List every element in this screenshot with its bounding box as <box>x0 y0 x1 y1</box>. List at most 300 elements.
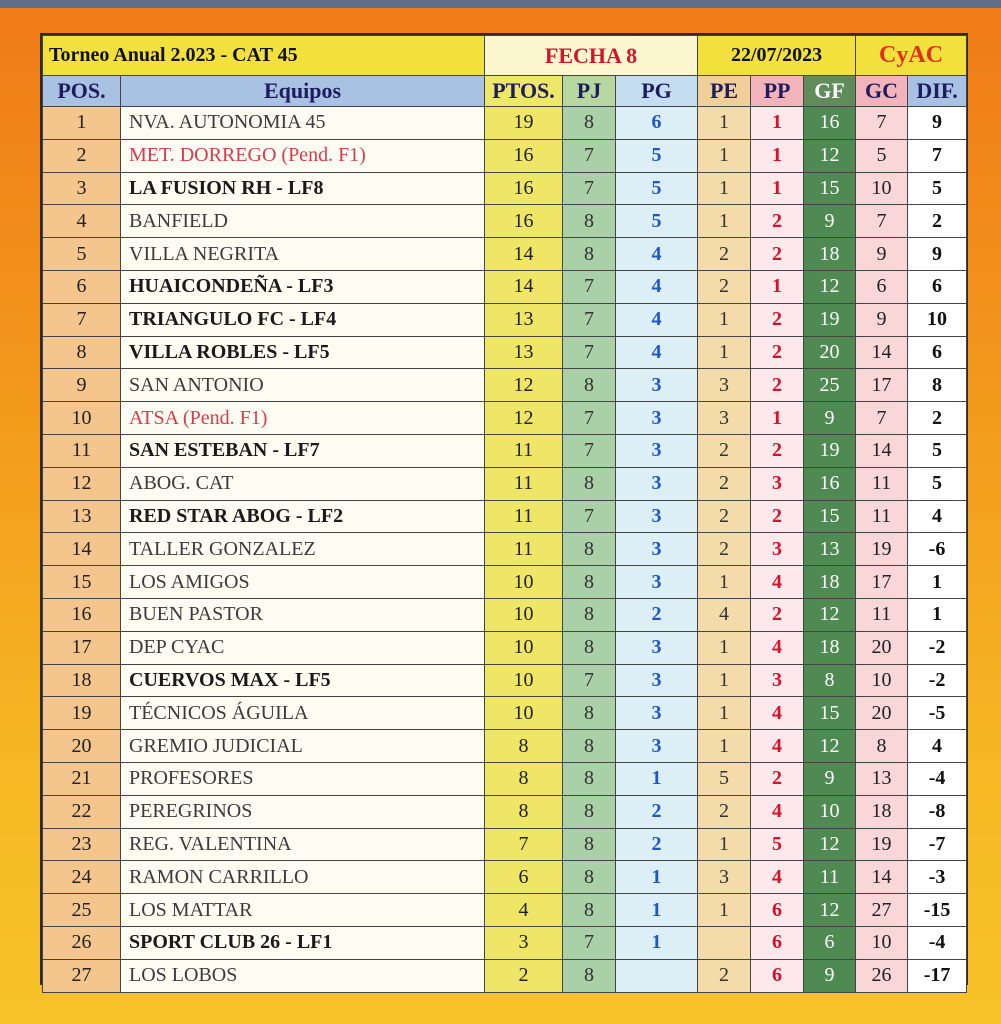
played-cell: 8 <box>563 107 616 140</box>
round-label: FECHA 8 <box>485 36 698 76</box>
won-cell: 3 <box>616 664 698 697</box>
table-row <box>43 107 967 140</box>
played-cell: 7 <box>563 139 616 172</box>
won-cell: 2 <box>616 828 698 861</box>
played-cell: 8 <box>563 762 616 795</box>
won-cell: 3 <box>616 402 698 435</box>
table-row <box>43 664 967 697</box>
col-header-pe: PE <box>698 76 751 107</box>
position-cell: 4 <box>43 205 121 238</box>
team-name-cell: PEREGRINOS <box>121 795 485 828</box>
table-row <box>43 730 967 763</box>
goal-diff-cell: -4 <box>908 762 967 795</box>
points-cell: 16 <box>485 172 563 205</box>
goals-for-cell: 15 <box>804 697 856 730</box>
goal-diff-cell: 6 <box>908 336 967 369</box>
position-cell: 20 <box>43 730 121 763</box>
table-row <box>43 795 967 828</box>
goals-for-cell: 9 <box>804 959 856 992</box>
drawn-cell: 3 <box>698 861 751 894</box>
goals-against-cell: 9 <box>856 238 908 271</box>
goal-diff-cell: -17 <box>908 959 967 992</box>
goal-diff-cell: 9 <box>908 238 967 271</box>
team-name-cell: BANFIELD <box>121 205 485 238</box>
organizer-brand: CyAC <box>856 36 967 76</box>
goal-diff-cell: 5 <box>908 172 967 205</box>
goals-for-cell: 16 <box>804 107 856 140</box>
won-cell: 3 <box>616 631 698 664</box>
drawn-cell: 1 <box>698 205 751 238</box>
goals-for-cell: 19 <box>804 303 856 336</box>
points-cell: 12 <box>485 402 563 435</box>
team-name-cell: RAMON CARRILLO <box>121 861 485 894</box>
goals-against-cell: 13 <box>856 762 908 795</box>
window-top-bar <box>0 0 1001 8</box>
points-cell: 3 <box>485 926 563 959</box>
table-row <box>43 369 967 402</box>
drawn-cell: 2 <box>698 434 751 467</box>
goals-for-cell: 6 <box>804 926 856 959</box>
table-row <box>43 139 967 172</box>
played-cell: 8 <box>563 533 616 566</box>
goal-diff-cell: 4 <box>908 500 967 533</box>
position-cell: 16 <box>43 598 121 631</box>
table-row <box>43 566 967 599</box>
drawn-cell: 2 <box>698 467 751 500</box>
won-cell: 6 <box>616 107 698 140</box>
lost-cell: 2 <box>751 762 804 795</box>
table-row <box>43 270 967 303</box>
drawn-cell: 2 <box>698 238 751 271</box>
table-row <box>43 336 967 369</box>
lost-cell: 2 <box>751 369 804 402</box>
points-cell: 11 <box>485 500 563 533</box>
position-cell: 12 <box>43 467 121 500</box>
goals-for-cell: 20 <box>804 336 856 369</box>
played-cell: 8 <box>563 238 616 271</box>
goals-against-cell: 14 <box>856 861 908 894</box>
played-cell: 8 <box>563 697 616 730</box>
table-row <box>43 631 967 664</box>
lost-cell: 1 <box>751 172 804 205</box>
drawn-cell: 1 <box>698 631 751 664</box>
goals-for-cell: 19 <box>804 434 856 467</box>
played-cell: 7 <box>563 434 616 467</box>
lost-cell: 2 <box>751 303 804 336</box>
team-name-cell: ATSA (Pend. F1) <box>121 402 485 435</box>
won-cell: 1 <box>616 926 698 959</box>
points-cell: 6 <box>485 861 563 894</box>
table-row <box>43 697 967 730</box>
goals-for-cell: 12 <box>804 828 856 861</box>
team-name-cell: ABOG. CAT <box>121 467 485 500</box>
goal-diff-cell: -2 <box>908 631 967 664</box>
goal-diff-cell: -4 <box>908 926 967 959</box>
goals-against-cell: 7 <box>856 107 908 140</box>
goals-against-cell: 17 <box>856 566 908 599</box>
played-cell: 8 <box>563 598 616 631</box>
played-cell: 7 <box>563 270 616 303</box>
team-name-cell: DEP CYAC <box>121 631 485 664</box>
drawn-cell: 2 <box>698 270 751 303</box>
played-cell: 8 <box>563 795 616 828</box>
table-row <box>43 598 967 631</box>
points-cell: 13 <box>485 336 563 369</box>
team-name-cell: LA FUSION RH - LF8 <box>121 172 485 205</box>
team-name-cell: HUAICONDEÑA - LF3 <box>121 270 485 303</box>
table-row <box>43 434 967 467</box>
lost-cell: 4 <box>751 631 804 664</box>
points-cell: 13 <box>485 303 563 336</box>
position-cell: 24 <box>43 861 121 894</box>
points-cell: 14 <box>485 238 563 271</box>
drawn-cell: 3 <box>698 402 751 435</box>
position-cell: 7 <box>43 303 121 336</box>
played-cell: 8 <box>563 205 616 238</box>
team-name-cell: LOS MATTAR <box>121 894 485 927</box>
goal-diff-cell: -7 <box>908 828 967 861</box>
drawn-cell: 2 <box>698 500 751 533</box>
points-cell: 8 <box>485 730 563 763</box>
lost-cell: 2 <box>751 238 804 271</box>
standings-sheet <box>40 33 968 985</box>
team-name-cell: TÉCNICOS ÁGUILA <box>121 697 485 730</box>
points-cell: 10 <box>485 598 563 631</box>
position-cell: 15 <box>43 566 121 599</box>
goals-against-cell: 5 <box>856 139 908 172</box>
won-cell: 3 <box>616 730 698 763</box>
goals-for-cell: 16 <box>804 467 856 500</box>
position-cell: 1 <box>43 107 121 140</box>
position-cell: 2 <box>43 139 121 172</box>
goal-diff-cell: 1 <box>908 598 967 631</box>
won-cell: 3 <box>616 434 698 467</box>
won-cell: 1 <box>616 894 698 927</box>
col-header-pp: PP <box>751 76 804 107</box>
drawn-cell: 4 <box>698 598 751 631</box>
lost-cell: 4 <box>751 697 804 730</box>
drawn-cell: 1 <box>698 336 751 369</box>
goal-diff-cell: -3 <box>908 861 967 894</box>
won-cell: 3 <box>616 697 698 730</box>
goal-diff-cell: -6 <box>908 533 967 566</box>
goals-against-cell: 14 <box>856 434 908 467</box>
goals-for-cell: 8 <box>804 664 856 697</box>
won-cell: 5 <box>616 172 698 205</box>
team-name-cell: LOS AMIGOS <box>121 566 485 599</box>
table-row <box>43 303 967 336</box>
goals-for-cell: 9 <box>804 205 856 238</box>
position-cell: 23 <box>43 828 121 861</box>
goal-diff-cell: -2 <box>908 664 967 697</box>
goal-diff-cell: 9 <box>908 107 967 140</box>
goals-against-cell: 18 <box>856 795 908 828</box>
lost-cell: 6 <box>751 926 804 959</box>
played-cell: 7 <box>563 172 616 205</box>
played-cell: 7 <box>563 664 616 697</box>
round-date: 22/07/2023 <box>698 36 856 76</box>
played-cell: 8 <box>563 894 616 927</box>
won-cell: 2 <box>616 598 698 631</box>
position-cell: 22 <box>43 795 121 828</box>
position-cell: 8 <box>43 336 121 369</box>
goal-diff-cell: 5 <box>908 467 967 500</box>
points-cell: 11 <box>485 533 563 566</box>
col-header-pts: PTOS. <box>485 76 563 107</box>
goals-against-cell: 20 <box>856 697 908 730</box>
drawn-cell: 5 <box>698 762 751 795</box>
goals-against-cell: 26 <box>856 959 908 992</box>
drawn-cell <box>698 926 751 959</box>
goal-diff-cell: -8 <box>908 795 967 828</box>
played-cell: 7 <box>563 926 616 959</box>
points-cell: 14 <box>485 270 563 303</box>
lost-cell: 3 <box>751 664 804 697</box>
won-cell: 2 <box>616 795 698 828</box>
goal-diff-cell: 6 <box>908 270 967 303</box>
lost-cell: 5 <box>751 828 804 861</box>
goals-for-cell: 15 <box>804 172 856 205</box>
position-cell: 19 <box>43 697 121 730</box>
won-cell: 1 <box>616 762 698 795</box>
lost-cell: 4 <box>751 861 804 894</box>
won-cell: 3 <box>616 566 698 599</box>
lost-cell: 2 <box>751 500 804 533</box>
goals-for-cell: 13 <box>804 533 856 566</box>
goal-diff-cell: 2 <box>908 402 967 435</box>
points-cell: 4 <box>485 894 563 927</box>
lost-cell: 1 <box>751 270 804 303</box>
goals-for-cell: 15 <box>804 500 856 533</box>
goal-diff-cell: -5 <box>908 697 967 730</box>
position-cell: 27 <box>43 959 121 992</box>
goals-against-cell: 10 <box>856 664 908 697</box>
goals-for-cell: 9 <box>804 762 856 795</box>
goals-for-cell: 12 <box>804 730 856 763</box>
goal-diff-cell: 5 <box>908 434 967 467</box>
goals-for-cell: 12 <box>804 894 856 927</box>
drawn-cell: 1 <box>698 664 751 697</box>
drawn-cell: 1 <box>698 730 751 763</box>
won-cell: 5 <box>616 205 698 238</box>
table-row <box>43 533 967 566</box>
lost-cell: 4 <box>751 795 804 828</box>
points-cell: 10 <box>485 631 563 664</box>
team-name-cell: SPORT CLUB 26 - LF1 <box>121 926 485 959</box>
tournament-title: Torneo Anual 2.023 - CAT 45 <box>43 36 485 76</box>
goals-against-cell: 19 <box>856 828 908 861</box>
position-cell: 10 <box>43 402 121 435</box>
table-row <box>43 861 967 894</box>
position-cell: 14 <box>43 533 121 566</box>
won-cell: 3 <box>616 369 698 402</box>
played-cell: 8 <box>563 566 616 599</box>
col-header-gc: GC <box>856 76 908 107</box>
won-cell: 4 <box>616 270 698 303</box>
drawn-cell: 1 <box>698 894 751 927</box>
goals-against-cell: 17 <box>856 369 908 402</box>
goal-diff-cell: 10 <box>908 303 967 336</box>
table-row <box>43 828 967 861</box>
points-cell: 10 <box>485 566 563 599</box>
position-cell: 18 <box>43 664 121 697</box>
goals-against-cell: 20 <box>856 631 908 664</box>
position-cell: 25 <box>43 894 121 927</box>
standings-table <box>42 35 967 993</box>
drawn-cell: 1 <box>698 139 751 172</box>
goals-for-cell: 12 <box>804 270 856 303</box>
played-cell: 8 <box>563 828 616 861</box>
drawn-cell: 2 <box>698 795 751 828</box>
position-cell: 26 <box>43 926 121 959</box>
points-cell: 19 <box>485 107 563 140</box>
lost-cell: 4 <box>751 566 804 599</box>
position-cell: 9 <box>43 369 121 402</box>
position-cell: 17 <box>43 631 121 664</box>
position-cell: 3 <box>43 172 121 205</box>
team-name-cell: PROFESORES <box>121 762 485 795</box>
table-row <box>43 926 967 959</box>
played-cell: 8 <box>563 467 616 500</box>
points-cell: 11 <box>485 467 563 500</box>
table-row <box>43 500 967 533</box>
goal-diff-cell: 8 <box>908 369 967 402</box>
col-header-pos: POS. <box>43 76 121 107</box>
lost-cell: 2 <box>751 434 804 467</box>
lost-cell: 2 <box>751 598 804 631</box>
lost-cell: 4 <box>751 730 804 763</box>
drawn-cell: 1 <box>698 107 751 140</box>
drawn-cell: 2 <box>698 959 751 992</box>
team-name-cell: TRIANGULO FC - LF4 <box>121 303 485 336</box>
table-row <box>43 172 967 205</box>
points-cell: 12 <box>485 369 563 402</box>
goals-for-cell: 12 <box>804 139 856 172</box>
table-row <box>43 238 967 271</box>
played-cell: 8 <box>563 369 616 402</box>
goals-for-cell: 12 <box>804 598 856 631</box>
won-cell: 4 <box>616 303 698 336</box>
position-cell: 13 <box>43 500 121 533</box>
team-name-cell: BUEN PASTOR <box>121 598 485 631</box>
goals-for-cell: 18 <box>804 631 856 664</box>
won-cell: 1 <box>616 861 698 894</box>
goals-against-cell: 11 <box>856 500 908 533</box>
position-cell: 21 <box>43 762 121 795</box>
points-cell: 16 <box>485 139 563 172</box>
goal-diff-cell: 1 <box>908 566 967 599</box>
goals-for-cell: 18 <box>804 566 856 599</box>
title-row <box>43 36 967 76</box>
played-cell: 8 <box>563 861 616 894</box>
team-name-cell: REG. VALENTINA <box>121 828 485 861</box>
points-cell: 8 <box>485 795 563 828</box>
position-cell: 11 <box>43 434 121 467</box>
points-cell: 2 <box>485 959 563 992</box>
lost-cell: 3 <box>751 467 804 500</box>
played-cell: 7 <box>563 402 616 435</box>
goals-against-cell: 27 <box>856 894 908 927</box>
team-name-cell: VILLA ROBLES - LF5 <box>121 336 485 369</box>
goals-for-cell: 11 <box>804 861 856 894</box>
goals-against-cell: 14 <box>856 336 908 369</box>
goals-against-cell: 10 <box>856 926 908 959</box>
lost-cell: 6 <box>751 959 804 992</box>
goals-against-cell: 11 <box>856 598 908 631</box>
won-cell: 3 <box>616 467 698 500</box>
table-row <box>43 205 967 238</box>
goal-diff-cell: 4 <box>908 730 967 763</box>
table-row <box>43 959 967 992</box>
table-row <box>43 402 967 435</box>
drawn-cell: 2 <box>698 533 751 566</box>
drawn-cell: 1 <box>698 697 751 730</box>
points-cell: 10 <box>485 697 563 730</box>
goals-for-cell: 10 <box>804 795 856 828</box>
col-header-pg: PG <box>616 76 698 107</box>
goal-diff-cell: -15 <box>908 894 967 927</box>
position-cell: 6 <box>43 270 121 303</box>
col-header-pj: PJ <box>563 76 616 107</box>
goals-against-cell: 19 <box>856 533 908 566</box>
played-cell: 7 <box>563 500 616 533</box>
goals-against-cell: 8 <box>856 730 908 763</box>
won-cell: 3 <box>616 533 698 566</box>
column-header-row <box>43 76 967 107</box>
team-name-cell: SAN ANTONIO <box>121 369 485 402</box>
col-header-gf: GF <box>804 76 856 107</box>
played-cell: 7 <box>563 303 616 336</box>
goals-for-cell: 25 <box>804 369 856 402</box>
drawn-cell: 3 <box>698 369 751 402</box>
goals-against-cell: 7 <box>856 205 908 238</box>
drawn-cell: 1 <box>698 172 751 205</box>
played-cell: 8 <box>563 959 616 992</box>
goals-for-cell: 18 <box>804 238 856 271</box>
table-row <box>43 894 967 927</box>
lost-cell: 1 <box>751 139 804 172</box>
goals-against-cell: 7 <box>856 402 908 435</box>
col-header-dif: DIF. <box>908 76 967 107</box>
won-cell: 4 <box>616 238 698 271</box>
team-name-cell: SAN ESTEBAN - LF7 <box>121 434 485 467</box>
team-name-cell: MET. DORREGO (Pend. F1) <box>121 139 485 172</box>
points-cell: 8 <box>485 762 563 795</box>
goal-diff-cell: 2 <box>908 205 967 238</box>
won-cell <box>616 959 698 992</box>
goals-against-cell: 6 <box>856 270 908 303</box>
team-name-cell: NVA. AUTONOMIA 45 <box>121 107 485 140</box>
team-name-cell: RED STAR ABOG - LF2 <box>121 500 485 533</box>
won-cell: 3 <box>616 500 698 533</box>
table-row <box>43 762 967 795</box>
team-name-cell: LOS LOBOS <box>121 959 485 992</box>
drawn-cell: 1 <box>698 828 751 861</box>
points-cell: 16 <box>485 205 563 238</box>
lost-cell: 2 <box>751 336 804 369</box>
goals-against-cell: 9 <box>856 303 908 336</box>
drawn-cell: 1 <box>698 303 751 336</box>
team-name-cell: CUERVOS MAX - LF5 <box>121 664 485 697</box>
goal-diff-cell: 7 <box>908 139 967 172</box>
goals-against-cell: 10 <box>856 172 908 205</box>
lost-cell: 6 <box>751 894 804 927</box>
goals-against-cell: 11 <box>856 467 908 500</box>
lost-cell: 2 <box>751 205 804 238</box>
played-cell: 8 <box>563 730 616 763</box>
lost-cell: 1 <box>751 107 804 140</box>
lost-cell: 1 <box>751 402 804 435</box>
